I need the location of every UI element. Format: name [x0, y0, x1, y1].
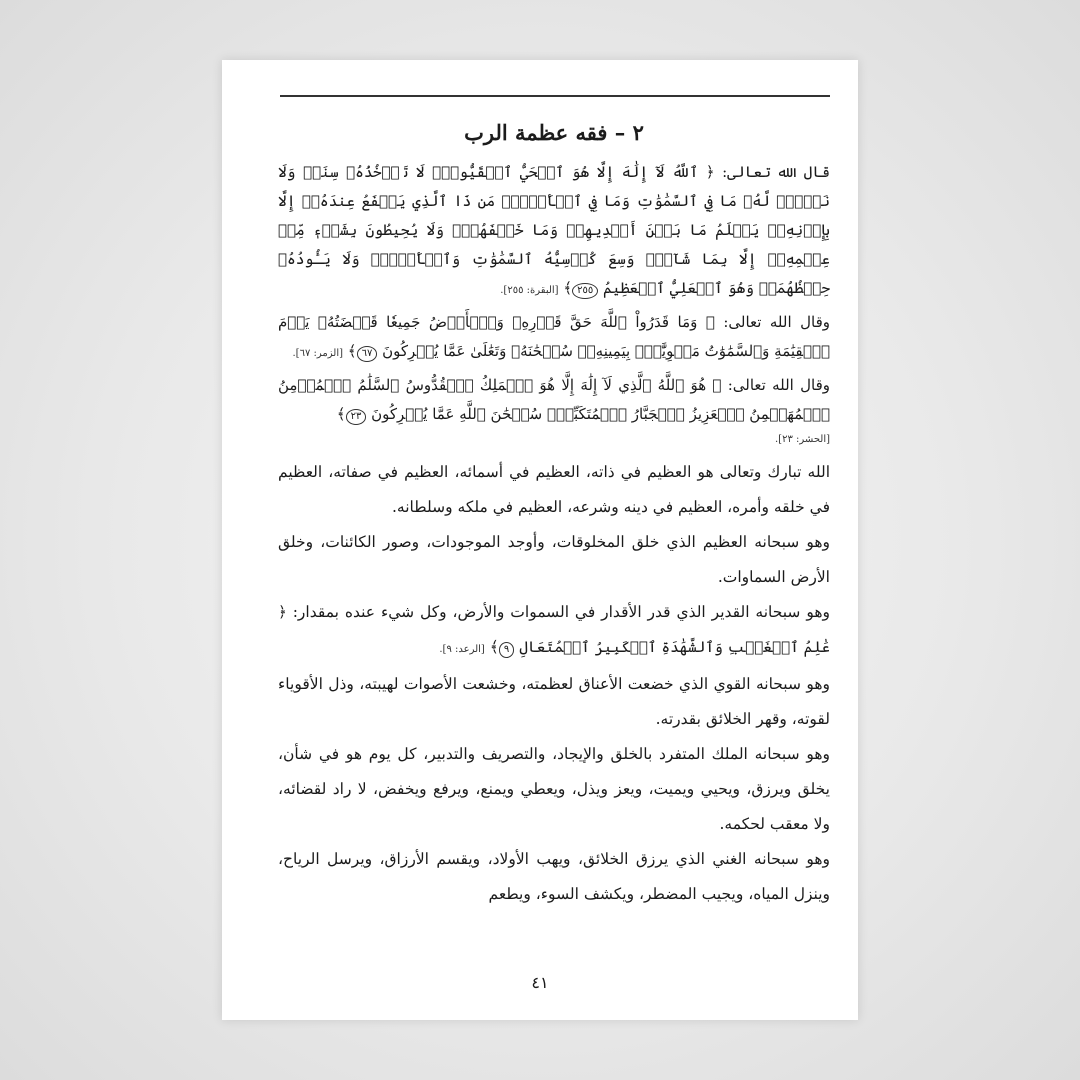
- verse-close-bracket: ﴾: [347, 342, 357, 360]
- paragraph-text: وهو سبحانه القدير الذي قدر الأقدار في السموات والأرض، وكل شيء عنده بمقدار:: [292, 603, 830, 621]
- book-page: [222, 60, 858, 1020]
- verse-reference: [الرعد: ٩].: [439, 644, 485, 655]
- paragraph-6: وهو سبحانه الغني الذي يرزق الخلائق، ويهب الأولاد، ويقسم الأرزاق، ويرسل الرياح، وينزل المياه، ويجيب المضطر، ويكشف السوء، ويطعم: [278, 850, 830, 903]
- header-rule: [280, 95, 830, 97]
- verse-close-bracket: ﴾: [489, 638, 499, 656]
- verse-block-1: [278, 158, 830, 305]
- verse-intro: وقال الله تعالى:: [723, 313, 830, 331]
- verse-close-bracket: ﴾: [336, 405, 346, 423]
- verse-intro: وقال الله تعالى:: [727, 376, 830, 394]
- quran-text: ﴿ ٱللَّهُ لَآ إِلَٰهَ إِلَّا هُوَ ٱلۡحَيُّ ٱلۡقَيُّومُۚ لَا تَأۡخُذُهُۥ سِنَةٞ وَلَا نَوۡمٞۚ لَّهُۥ مَا فِي ٱلسَّمَٰوَٰتِ وَمَا فِي ٱلۡأَرۡضِۗ مَن ذَا ٱلَّذِي يَشۡفَعُ عِندَهُۥٓ إِلَّا بِإِذۡنِهِۦۚ يَعۡلَمُ مَا بَيۡنَ أَيۡدِيهِمۡ وَمَا خَلۡفَهُمۡۖ وَلَا يُحِيطُونَ بِشَيۡءٖ مِّنۡ عِلۡمِهِۦٓ إِلَّا بِمَا شَآءَۚ وَسِعَ كُرۡسِيُّهُ ٱلسَّمَٰوَٰتِ وَٱلۡأَرۡضَۖ وَلَا يَـُٔودُهُۥ حِفۡظُهُمَاۚ وَهُوَ ٱلۡعَلِيُّ ٱلۡعَظِيمُ: [278, 163, 830, 297]
- quran-text: ﴿ وَمَا قَدَرُواْ ٱللَّهَ حَقَّ قَدۡرِهِۦ وَٱلۡأَرۡضُ جَمِيعٗا قَبۡضَتُهُۥ يَوۡمَ ٱلۡقِيَٰمَةِ وَٱلسَّمَٰوَٰتُ مَطۡوِيَّٰتُۢ بِيَمِينِهِۦۚ سُبۡحَٰنَهُۥ وَتَعَٰلَىٰ عَمَّا يُشۡرِكُونَ: [278, 313, 830, 360]
- verse-block-3: [278, 371, 830, 429]
- ayah-number-marker: ٢٣: [346, 409, 367, 425]
- verse-reference: [الزمر: ٦٧].: [292, 348, 343, 359]
- quran-text: ﴿ عَٰلِمُ ٱلۡغَيۡبِ وَٱلشَّهَٰدَةِ ٱلۡكَبِيرُ ٱلۡمُتَعَالِ: [278, 603, 830, 656]
- verse-close-bracket: ﴾: [563, 279, 573, 297]
- paragraph-3: [278, 595, 830, 667]
- quran-text: ﴿ هُوَ ٱللَّهُ ٱلَّذِي لَآ إِلَٰهَ إِلَّا هُوَ ٱلۡمَلِكُ ٱلۡقُدُّوسُ ٱلسَّلَٰمُ ٱلۡمُؤۡمِنُ ٱلۡمُهَيۡمِنُ ٱلۡعَزِيزُ ٱلۡجَبَّارُ ٱلۡمُتَكَبِّرُۚ سُبۡحَٰنَ ٱللَّهِ عَمَّا يُشۡرِكُونَ: [278, 376, 830, 423]
- verse-block-2: [278, 308, 830, 368]
- page-content: [278, 110, 830, 912]
- paragraph-1: الله تبارك وتعالى هو العظيم في ذاته، العظيم في أسمائه، العظيم في صفاته، العظيم في خلقه وأمره، العظيم في دينه وشرعه، العظيم في ملكه وسلطانه.: [278, 463, 830, 516]
- page-number: ٤١: [531, 973, 549, 992]
- verse-reference: [الحشر: ٢٣].: [774, 434, 830, 445]
- verse-reference: [البقرة: ٢٥٥].: [500, 285, 559, 296]
- paragraph-5: وهو سبحانه الملك المتفرد بالخلق والإيجاد، والتصريف والتدبير، كل يوم هو في شأن، يخلق ويرزق، ويحيي ويميت، ويعز ويذل، ويعطي ويمنع، ويرفع ويخفض، لا راد لقضائه، ولا معقب لحكمه.: [278, 745, 830, 833]
- paragraph-2: وهو سبحانه العظيم الذي خلق المخلوقات، وأوجد الموجودات، وصور الكائنات، وخلق الأرض السماوات.: [278, 533, 830, 586]
- verse-reference-line: [278, 431, 830, 449]
- ayah-number-marker: ٩: [499, 642, 514, 658]
- ayah-number-marker: ٦٧: [357, 346, 378, 362]
- paragraph-4: وهو سبحانه القوي الذي خضعت الأعناق لعظمته، وخشعت الأصوات لهيبته، وذل الأقوياء لقوته، وقهر الخلائق بقدرته.: [278, 675, 830, 728]
- verse-intro: قال الله تعالى:: [722, 163, 830, 181]
- section-title: ٢ – فقه عظمة الرب: [464, 120, 644, 145]
- ayah-number-marker: ٢٥٥: [572, 283, 598, 299]
